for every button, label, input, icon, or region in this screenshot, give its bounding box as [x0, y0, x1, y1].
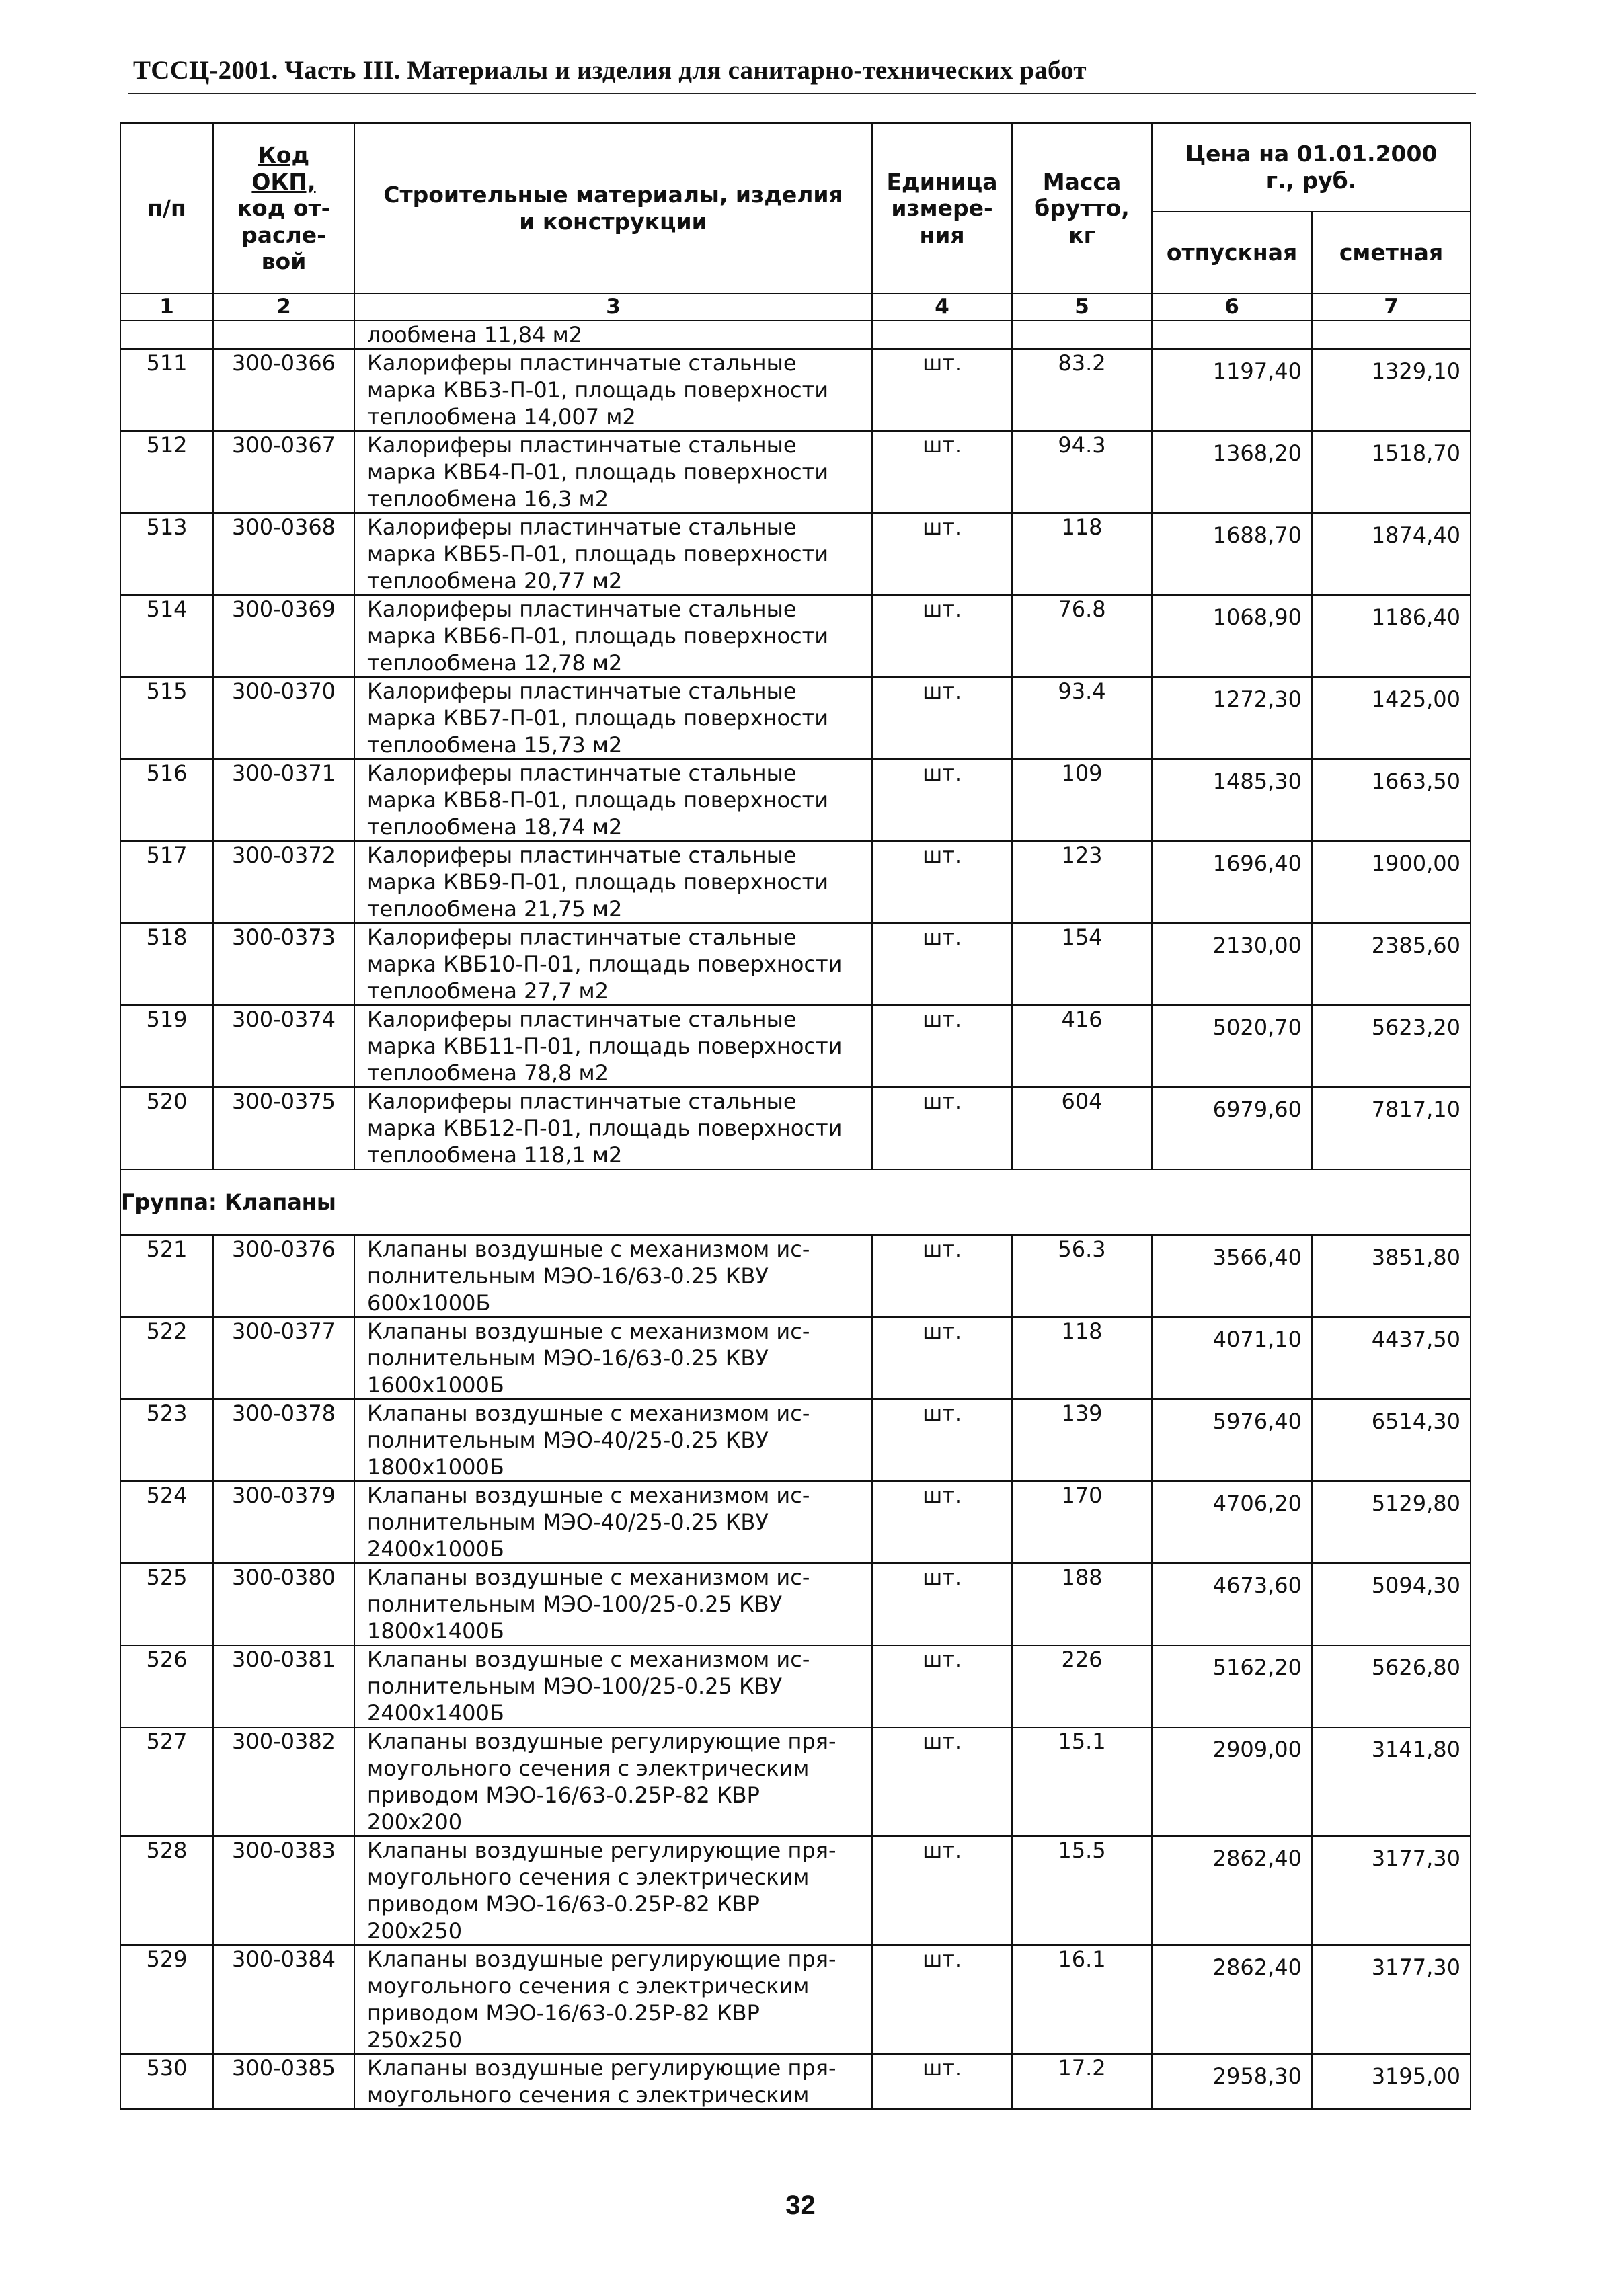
header-num: п/п — [120, 123, 213, 294]
header-unit: Единица измере-ния — [872, 123, 1012, 294]
cell-num: 521 — [120, 1235, 213, 1317]
cell-release-price: 2862,40 — [1152, 1945, 1312, 2054]
cell-name-line: Калориферы пластинчатые стальные — [367, 432, 797, 458]
table-row — [120, 1481, 1471, 1563]
cell-name — [354, 431, 872, 513]
price-table — [120, 122, 1471, 2110]
cell-code: 300-0372 — [213, 841, 354, 923]
cell-mass: 93.4 — [1012, 677, 1152, 759]
cell-name-line: приводом МЭО-16/63-0.25Р-82 КВР — [367, 2000, 760, 2026]
cell-num: 526 — [120, 1645, 213, 1727]
cell-name-line: моугольного сечения с электрическим — [367, 1973, 810, 1999]
cell-name-line: теплообмена 15,73 м2 — [367, 732, 623, 758]
cell-release-price: 2909,00 — [1152, 1727, 1312, 1836]
cell-name — [354, 595, 872, 677]
header-price: Цена на 01.01.2000 г., руб. — [1152, 123, 1471, 212]
cell-code: 300-0375 — [213, 1087, 354, 1169]
cell-name-line: моугольного сечения с электрическим — [367, 2082, 810, 2108]
cell-name-line: моугольного сечения с электрическим — [367, 1864, 810, 1890]
cell-estimate-price: 1663,50 — [1312, 759, 1471, 841]
header-code — [213, 123, 354, 294]
cell-name-line: 2400х1000Б — [367, 1536, 504, 1562]
cell-estimate-price: 1518,70 — [1312, 431, 1471, 513]
table-row — [120, 1645, 1471, 1727]
header-estimate-price: сметная — [1312, 212, 1471, 294]
cell-code: 300-0381 — [213, 1645, 354, 1727]
cell-unit: шт. — [872, 431, 1012, 513]
cell-unit: шт. — [872, 1087, 1012, 1169]
cell-mass: 416 — [1012, 1005, 1152, 1087]
cell-estimate-price: 2385,60 — [1312, 923, 1471, 1005]
cell-unit: шт. — [872, 1005, 1012, 1087]
cell-code: 300-0373 — [213, 923, 354, 1005]
cell-unit: шт. — [872, 1727, 1012, 1836]
table-row — [120, 677, 1471, 759]
column-number: 5 — [1012, 294, 1152, 321]
cell-name-line: Клапаны воздушные регулирующие пря- — [367, 2055, 836, 2081]
cell-name-line: 600х1000Б — [367, 1290, 491, 1316]
cell-name-line: теплообмена 14,007 м2 — [367, 404, 636, 430]
cell-estimate-price: 1329,10 — [1312, 349, 1471, 431]
cell-name-line: Клапаны воздушные с механизмом ис- — [367, 1236, 810, 1262]
cell-name-line: Калориферы пластинчатые стальные — [367, 842, 797, 868]
cell-code: 300-0384 — [213, 1945, 354, 2054]
cell-name-line: 1600х1000Б — [367, 1372, 504, 1398]
cell-name — [354, 349, 872, 431]
cell-mass: 16.1 — [1012, 1945, 1152, 2054]
running-header: ТССЦ-2001. Часть III. Материалы и изделия для санитарно-технических работ — [133, 56, 1087, 85]
cell-release-price: 4706,20 — [1152, 1481, 1312, 1563]
cell-mass: 188 — [1012, 1563, 1152, 1645]
header-release-price: отпускная — [1152, 212, 1312, 294]
cell-name-line: Клапаны воздушные с механизмом ис- — [367, 1565, 810, 1590]
cell-name-line: марка КВБ8-П-01, площадь поверхности — [367, 787, 829, 813]
cell-estimate-price: 3141,80 — [1312, 1727, 1471, 1836]
table-header — [120, 123, 1471, 321]
cell-num: 522 — [120, 1317, 213, 1399]
cell-unit: шт. — [872, 923, 1012, 1005]
table-row — [120, 1945, 1471, 2054]
cell-name — [354, 2054, 872, 2109]
cell-name — [354, 1645, 872, 1727]
cell-release-price: 2130,00 — [1152, 923, 1312, 1005]
cell-num: 527 — [120, 1727, 213, 1836]
cell-estimate-price: 1425,00 — [1312, 677, 1471, 759]
cell-name-line: 250х250 — [367, 2027, 463, 2053]
cell-mass: 17.2 — [1012, 2054, 1152, 2109]
cell-unit: шт. — [872, 513, 1012, 595]
cell-unit: шт. — [872, 1563, 1012, 1645]
cell-name-line: полнительным МЭО-16/63-0.25 КВУ — [367, 1345, 769, 1371]
cell-unit: шт. — [872, 1481, 1012, 1563]
cell-name-line: полнительным МЭО-40/25-0.25 КВУ — [367, 1509, 769, 1535]
cell-name-line: 200х250 — [367, 1918, 463, 1944]
group-title: Группа: Клапаны — [120, 1169, 1471, 1235]
cell-mass: 109 — [1012, 759, 1152, 841]
continuation-row — [120, 321, 1471, 349]
cell-code: 300-0382 — [213, 1727, 354, 1836]
cell-code: 300-0380 — [213, 1563, 354, 1645]
cell-name-line: марка КВБ10-П-01, площадь поверхности — [367, 951, 843, 977]
header-code-line: ОКП, — [251, 168, 316, 195]
cell-estimate-price: 5623,20 — [1312, 1005, 1471, 1087]
table-row — [120, 1005, 1471, 1087]
column-number: 4 — [872, 294, 1012, 321]
cell-estimate-price: 3195,00 — [1312, 2054, 1471, 2109]
cell-estimate-price: 5094,30 — [1312, 1563, 1471, 1645]
cell-name-line: Клапаны воздушные с механизмом ис- — [367, 1482, 810, 1508]
cell-unit: шт. — [872, 1945, 1012, 2054]
header-name: Строительные материалы, изделия и конструкции — [354, 123, 872, 294]
cell-num: 520 — [120, 1087, 213, 1169]
cell-name — [354, 1235, 872, 1317]
cell-estimate-price: 1874,40 — [1312, 513, 1471, 595]
cell-unit: шт. — [872, 1836, 1012, 1945]
cell-code: 300-0377 — [213, 1317, 354, 1399]
cell-name-line: марка КВБ5-П-01, площадь поверхности — [367, 541, 829, 567]
header-code-line: расле- — [241, 221, 326, 248]
table-body — [120, 321, 1471, 2109]
cell-release-price: 1696,40 — [1152, 841, 1312, 923]
table-row — [120, 1235, 1471, 1317]
cell-name-line: приводом МЭО-16/63-0.25Р-82 КВР — [367, 1891, 760, 1917]
cell-num: 513 — [120, 513, 213, 595]
cell-mass: 154 — [1012, 923, 1152, 1005]
cell-release-price: 1485,30 — [1152, 759, 1312, 841]
cell-name — [354, 923, 872, 1005]
cell-name-line: полнительным МЭО-100/25-0.25 КВУ — [367, 1673, 783, 1699]
cell-num: 518 — [120, 923, 213, 1005]
cell-estimate-price: 1186,40 — [1312, 595, 1471, 677]
cell-code: 300-0383 — [213, 1836, 354, 1945]
cell-unit: шт. — [872, 759, 1012, 841]
cell-name-line: марка КВБ11-П-01, площадь поверхности — [367, 1033, 843, 1059]
cell-name-line: Калориферы пластинчатые стальные — [367, 678, 797, 704]
cell-name — [354, 513, 872, 595]
cell-release-price: 5976,40 — [1152, 1399, 1312, 1481]
cell-name-line: марка КВБ4-П-01, площадь поверхности — [367, 459, 829, 485]
cell-estimate-price: 3851,80 — [1312, 1235, 1471, 1317]
cell-name-line: Клапаны воздушные регулирующие пря- — [367, 1946, 836, 1972]
table-row — [120, 513, 1471, 595]
table-row — [120, 1836, 1471, 1945]
cell-unit: шт. — [872, 349, 1012, 431]
cell-name — [354, 1836, 872, 1945]
table-row — [120, 1399, 1471, 1481]
cell-unit: шт. — [872, 1399, 1012, 1481]
cell-name — [354, 759, 872, 841]
cell-code: 300-0366 — [213, 349, 354, 431]
table-row — [120, 1563, 1471, 1645]
cell-name — [354, 841, 872, 923]
cell-name-line: Калориферы пластинчатые стальные — [367, 514, 797, 540]
cell-mass: 123 — [1012, 841, 1152, 923]
cell-mass: 170 — [1012, 1481, 1152, 1563]
header-code-line: Код — [258, 142, 310, 169]
cell-estimate-price: 5129,80 — [1312, 1481, 1471, 1563]
cell-release-price: 1197,40 — [1152, 349, 1312, 431]
cell-estimate-price: 7817,10 — [1312, 1087, 1471, 1169]
cell-mass: 604 — [1012, 1087, 1152, 1169]
cell-num: 512 — [120, 431, 213, 513]
cell-name-line: Клапаны воздушные с механизмом ис- — [367, 1647, 810, 1672]
cell-estimate-price: 3177,30 — [1312, 1945, 1471, 2054]
cell-mass: 15.5 — [1012, 1836, 1152, 1945]
cell-name-line: Клапаны воздушные с механизмом ис- — [367, 1400, 810, 1426]
cell-release-price: 1068,90 — [1152, 595, 1312, 677]
cell-mass: 226 — [1012, 1645, 1152, 1727]
cell-name-line: теплообмена 16,3 м2 — [367, 486, 609, 512]
cell-name-line: теплообмена 20,77 м2 — [367, 568, 623, 594]
cell-name-line: полнительным МЭО-16/63-0.25 КВУ — [367, 1263, 769, 1289]
cell-code: 300-0379 — [213, 1481, 354, 1563]
cell-name-line: марка КВБ9-П-01, площадь поверхности — [367, 869, 829, 895]
cell-code: 300-0369 — [213, 595, 354, 677]
cell-unit: шт. — [872, 841, 1012, 923]
cell-name-line: Клапаны воздушные регулирующие пря- — [367, 1837, 836, 1863]
cell-name-line: 200х200 — [367, 1809, 463, 1835]
cell-name — [354, 1317, 872, 1399]
cell-mass: 139 — [1012, 1399, 1152, 1481]
cell-num: 519 — [120, 1005, 213, 1087]
cell-num: 514 — [120, 595, 213, 677]
table-row — [120, 595, 1471, 677]
cell-num: 517 — [120, 841, 213, 923]
table-row — [120, 759, 1471, 841]
cell-release-price: 1272,30 — [1152, 677, 1312, 759]
cell-num: 530 — [120, 2054, 213, 2109]
cell-name — [354, 1087, 872, 1169]
cell-num: 529 — [120, 1945, 213, 2054]
cell-name-line: 1800х1000Б — [367, 1454, 504, 1480]
cell-name-line: полнительным МЭО-100/25-0.25 КВУ — [367, 1591, 783, 1617]
cell-name — [354, 677, 872, 759]
cell-mass: 118 — [1012, 1317, 1152, 1399]
cell-code: 300-0374 — [213, 1005, 354, 1087]
cell-estimate-price: 1900,00 — [1312, 841, 1471, 923]
column-number: 6 — [1152, 294, 1312, 321]
cell-code: 300-0370 — [213, 677, 354, 759]
cell-unit: шт. — [872, 2054, 1012, 2109]
cell-name-line: теплообмена 78,8 м2 — [367, 1060, 609, 1086]
cell-code: 300-0367 — [213, 431, 354, 513]
cell-release-price: 2958,30 — [1152, 2054, 1312, 2109]
cell-mass: 76.8 — [1012, 595, 1152, 677]
cell-estimate-price: 5626,80 — [1312, 1645, 1471, 1727]
cell-name-line: Калориферы пластинчатые стальные — [367, 760, 797, 786]
cell-name-line: моугольного сечения с электрическим — [367, 1755, 810, 1781]
column-number: 7 — [1312, 294, 1471, 321]
cell-name-line: полнительным МЭО-40/25-0.25 КВУ — [367, 1427, 769, 1453]
cell-name-line: 1800х1400Б — [367, 1618, 504, 1644]
cell-estimate-price: 6514,30 — [1312, 1399, 1471, 1481]
cell-code: 300-0368 — [213, 513, 354, 595]
table-row — [120, 1727, 1471, 1836]
cell-release-price: 6979,60 — [1152, 1087, 1312, 1169]
table-row — [120, 349, 1471, 431]
cell-name-line: Калориферы пластинчатые стальные — [367, 924, 797, 950]
header-code-line: вой — [261, 248, 307, 275]
cell-name-line: Калориферы пластинчатые стальные — [367, 596, 797, 622]
cell-name-line: теплообмена 118,1 м2 — [367, 1142, 623, 1168]
cell-release-price: 1688,70 — [1152, 513, 1312, 595]
cell-release-price: 1368,20 — [1152, 431, 1312, 513]
cell-name-line: марка КВБ3-П-01, площадь поверхности — [367, 377, 829, 403]
cell-release-price: 4673,60 — [1152, 1563, 1312, 1645]
cell-num: 524 — [120, 1481, 213, 1563]
cell-num: 516 — [120, 759, 213, 841]
cell-name — [354, 1399, 872, 1481]
column-number: 3 — [354, 294, 872, 321]
table-row — [120, 1317, 1471, 1399]
cell-estimate-price: 3177,30 — [1312, 1836, 1471, 1945]
cell-unit: шт. — [872, 1235, 1012, 1317]
cell-release-price: 5020,70 — [1152, 1005, 1312, 1087]
cell-unit: шт. — [872, 677, 1012, 759]
cell-unit: шт. — [872, 595, 1012, 677]
cell-name-line: Калориферы пластинчатые стальные — [367, 1088, 797, 1114]
table-row — [120, 1087, 1471, 1169]
cell-name — [354, 1563, 872, 1645]
cell-name-line: Клапаны воздушные с механизмом ис- — [367, 1318, 810, 1344]
cell-name-line: марка КВБ6-П-01, площадь поверхности — [367, 623, 829, 649]
group-heading-row — [120, 1169, 1471, 1235]
cell-unit: шт. — [872, 1645, 1012, 1727]
cell-release-price: 5162,20 — [1152, 1645, 1312, 1727]
cell-code: 300-0371 — [213, 759, 354, 841]
cell-name-line: теплообмена 18,74 м2 — [367, 814, 623, 840]
header-divider — [128, 93, 1476, 94]
column-number: 2 — [213, 294, 354, 321]
table-row — [120, 841, 1471, 923]
column-number-row — [120, 294, 1471, 321]
cell-name-line: марка КВБ12-П-01, площадь поверхности — [367, 1115, 843, 1141]
cell-mass: 15.1 — [1012, 1727, 1152, 1836]
table-row — [120, 923, 1471, 1005]
table-row — [120, 2054, 1471, 2109]
cell-name-line: приводом МЭО-16/63-0.25Р-82 КВР — [367, 1782, 760, 1808]
cell-code: 300-0385 — [213, 2054, 354, 2109]
cell-name-line: теплообмена 21,75 м2 — [367, 896, 623, 922]
page-number: 32 — [785, 2190, 816, 2220]
cell-mass: 83.2 — [1012, 349, 1152, 431]
cell-name-line: 2400х1400Б — [367, 1700, 504, 1726]
cell-estimate-price: 4437,50 — [1312, 1317, 1471, 1399]
cell-name-line: марка КВБ7-П-01, площадь поверхности — [367, 705, 829, 731]
cell-release-price: 4071,10 — [1152, 1317, 1312, 1399]
cell-release-price: 2862,40 — [1152, 1836, 1312, 1945]
cell-code: 300-0376 — [213, 1235, 354, 1317]
cell-num: 523 — [120, 1399, 213, 1481]
cell-mass: 118 — [1012, 513, 1152, 595]
cell-mass: 94.3 — [1012, 431, 1152, 513]
cell-name-line: Клапаны воздушные регулирующие пря- — [367, 1729, 836, 1754]
cell-name — [354, 1005, 872, 1087]
cell-num: 525 — [120, 1563, 213, 1645]
cell-num: 515 — [120, 677, 213, 759]
cell-name — [354, 1945, 872, 2054]
cell-code: 300-0378 — [213, 1399, 354, 1481]
cell-unit: шт. — [872, 1317, 1012, 1399]
cell-name: лообмена 11,84 м2 — [354, 321, 872, 349]
cell-name-line: теплообмена 27,7 м2 — [367, 978, 609, 1004]
cell-num: 511 — [120, 349, 213, 431]
cell-release-price: 3566,40 — [1152, 1235, 1312, 1317]
header-mass: Масса брутто, кг — [1012, 123, 1152, 294]
cell-name — [354, 1727, 872, 1836]
cell-name — [354, 1481, 872, 1563]
table-row — [120, 431, 1471, 513]
header-code-line: код от- — [237, 195, 331, 222]
column-number: 1 — [120, 294, 213, 321]
cell-name-line: Калориферы пластинчатые стальные — [367, 1006, 797, 1032]
cell-mass: 56.3 — [1012, 1235, 1152, 1317]
cell-name-line: теплообмена 12,78 м2 — [367, 650, 623, 676]
cell-num: 528 — [120, 1836, 213, 1945]
cell-name-line: Калориферы пластинчатые стальные — [367, 350, 797, 376]
